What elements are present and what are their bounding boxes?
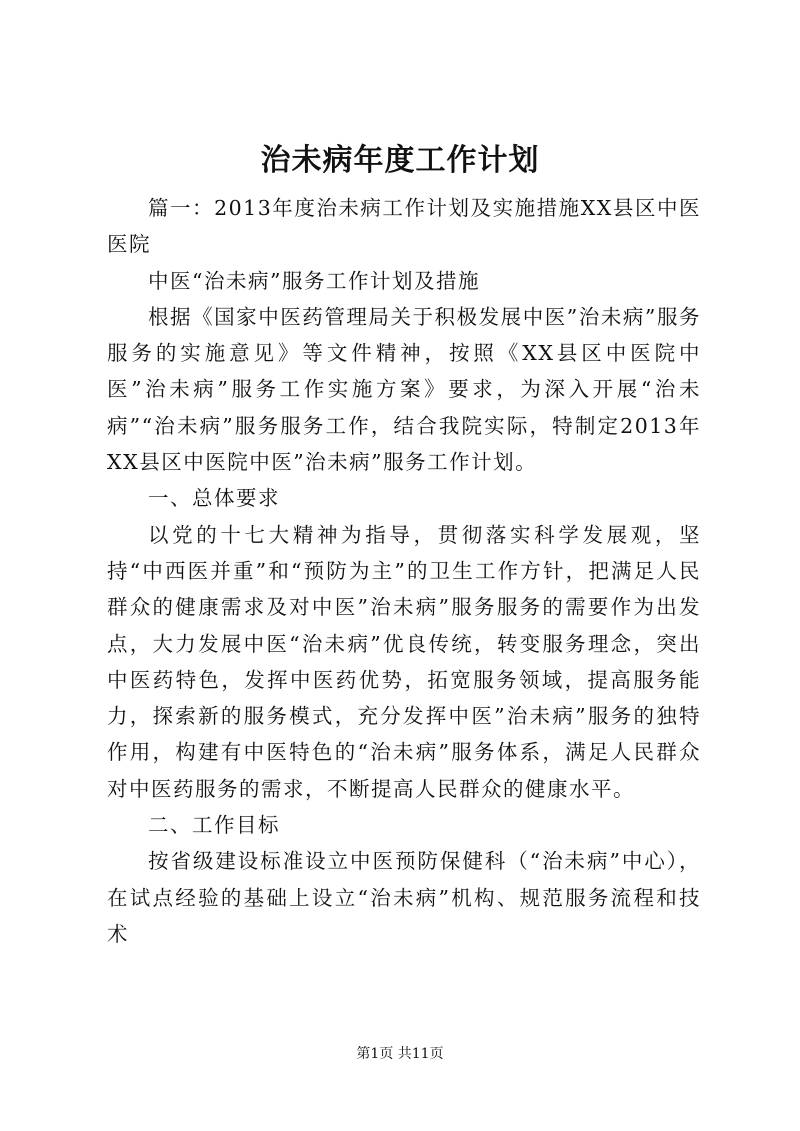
section-heading-work-goals: 二、工作目标 (148, 813, 280, 838)
document-title: 治未病年度工作计划 (260, 143, 540, 178)
paragraph-plan-title: 中医“治未病”服务工作计划及措施 (148, 268, 480, 293)
paragraph-work-goals: 按省级建设标准设立中医预防保健科（“治未病”中心），在试点经验的基础上设立“治未病”机构、规范服务流程和技术 (107, 849, 701, 946)
section-heading-overall-requirements: 一、总体要求 (148, 486, 280, 511)
document-body (107, 190, 701, 952)
paragraph-intro: 根据《国家中医药管理局关于积极发展中医”治未病”服务服务的实施意见》等文件精神，按照《XX县区中医院中医”治未病”服务工作实施方案》要求，为深入开展“治未病”“治未病”服务服务工作，结合我院实际，特制定2013年XX县区中医院中医”治未病”服务工作计划。 (107, 304, 701, 475)
page-footer: 第1页 共11页 (356, 1046, 444, 1062)
paragraph-source-heading: 篇一：2013年度治未病工作计划及实施措施XX县区中医医院 (107, 196, 701, 257)
paragraph-overall-requirements: 以党的十七大精神为指导，贯彻落实科学发展观，坚持“中西医并重”和“预防为主”的卫生工作方针，把满足人民群众的健康需求及对中医”治未病”服务服务的需要作为出发点，大力发展中医“治未病”优良传统，转变服务理念，突出中医药特色，发挥中医药优势，拓宽服务领域，提高服务能力，探索新的服务模式，充分发挥中医”治未病”服务的独特作用，构建有中医特色的“治未病”服务体系，满足人民群众对中医药服务的需求，不断提高人民群众的健康水平。 (107, 522, 701, 801)
